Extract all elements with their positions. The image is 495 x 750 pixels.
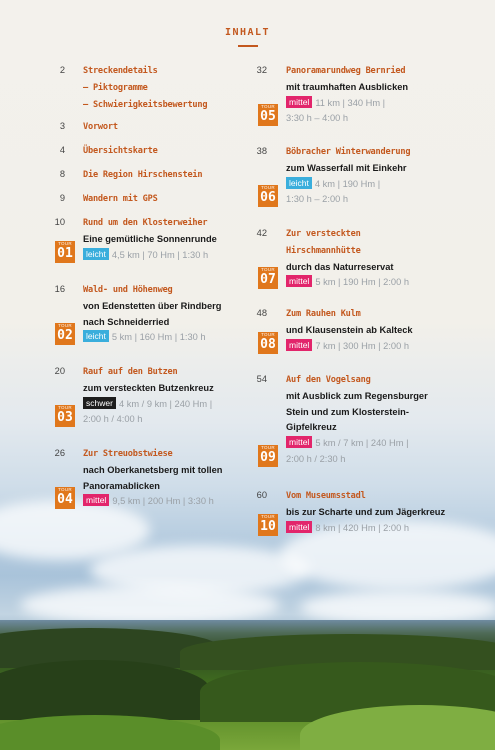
- entry-heading: Zum Rauhen Kulm: [286, 309, 361, 319]
- toc-tour-entry[interactable]: [286, 144, 410, 208]
- entry-line: [83, 191, 158, 208]
- entry-line: [286, 226, 409, 243]
- tour-number: 03: [57, 410, 73, 425]
- entry-line: [286, 243, 409, 260]
- tour-stats: 1:30 h – 2:00 h: [286, 194, 349, 205]
- tour-label: TOUR: [58, 323, 72, 328]
- page-number: 48: [256, 308, 267, 318]
- toc-entry[interactable]: [83, 63, 207, 113]
- title-underline: [238, 45, 258, 47]
- tour-number: 04: [57, 492, 73, 507]
- toc-tour-entry[interactable]: [286, 63, 408, 127]
- tour-number-badge: [258, 514, 278, 536]
- landscape-photo: [0, 620, 495, 750]
- tour-number-badge: [258, 445, 278, 467]
- tour-label: TOUR: [261, 514, 275, 519]
- tour-label: TOUR: [261, 185, 275, 190]
- toc-tour-entry[interactable]: [286, 372, 428, 468]
- entry-line: [286, 436, 428, 452]
- entry-line: [83, 299, 221, 315]
- entry-line: [83, 494, 223, 510]
- tour-number-badge: [258, 267, 278, 289]
- entry-heading: Rauf auf den Butzen: [83, 367, 178, 377]
- difficulty-badge: leicht: [83, 248, 109, 260]
- entry-line: [286, 420, 428, 436]
- tour-stats: 4 km | 190 Hm |: [314, 178, 381, 189]
- entry-line: [286, 63, 408, 80]
- entry-line: [286, 144, 410, 161]
- toc-tour-entry[interactable]: [83, 282, 221, 346]
- page-number: 10: [54, 217, 65, 227]
- entry-line: [83, 215, 217, 232]
- entry-line: [83, 381, 214, 397]
- entry-heading: Zur Streuobstwiese: [83, 449, 173, 459]
- tour-number: 02: [57, 328, 73, 343]
- toc-entry[interactable]: [83, 143, 158, 160]
- entry-heading: Zur versteckten: [286, 229, 361, 239]
- entry-line: [286, 192, 410, 208]
- difficulty-badge: leicht: [83, 330, 109, 342]
- difficulty-badge: mittel: [286, 436, 312, 448]
- tour-stats: 2:00 h / 4:00 h: [83, 414, 143, 425]
- page-number: 9: [59, 193, 65, 203]
- tour-number-badge: [55, 323, 75, 345]
- entry-heading: Wandern mit GPS: [83, 194, 158, 204]
- entry-line: [286, 161, 410, 177]
- entry-line: [286, 339, 413, 355]
- tour-label: TOUR: [261, 267, 275, 272]
- entry-line: [83, 63, 207, 80]
- entry-subtitle: und Klausenstein ab Kalteck: [286, 324, 413, 335]
- tour-stats: 5 km | 160 Hm | 1:30 h: [111, 332, 206, 343]
- tour-stats: 5 km | 190 Hm | 2:00 h: [315, 277, 410, 288]
- entry-line: [286, 405, 428, 421]
- entry-line: [83, 282, 221, 299]
- entry-line: [286, 80, 408, 96]
- entry-line: [286, 452, 428, 468]
- tour-stats: 9,5 km | 200 Hm | 3:30 h: [112, 496, 214, 507]
- entry-line: [286, 521, 445, 537]
- toc-tour-entry[interactable]: [286, 226, 409, 291]
- difficulty-badge: mittel: [286, 339, 312, 351]
- tour-stats: 8 km | 420 Hm | 2:00 h: [315, 522, 410, 533]
- entry-line: [83, 397, 214, 413]
- entry-heading: Übersichtskarte: [83, 146, 158, 156]
- tour-number: 10: [260, 519, 276, 534]
- page-number: 8: [59, 169, 65, 179]
- tour-number: 05: [260, 109, 276, 124]
- page-number: 26: [54, 448, 65, 458]
- toc-entry[interactable]: [83, 191, 158, 208]
- entry-line: [286, 177, 410, 193]
- entry-line: [286, 275, 409, 291]
- entry-heading: Hirschmannhütte: [286, 245, 361, 256]
- entry-line: [286, 96, 408, 112]
- entry-heading: Böbracher Winterwanderung: [286, 147, 411, 157]
- toc-tour-entry[interactable]: [83, 364, 214, 428]
- entry-heading: Vorwort: [83, 122, 118, 132]
- entry-line: [83, 97, 207, 114]
- tour-number-badge: [258, 104, 278, 126]
- entry-line: [286, 389, 428, 405]
- entry-heading: Panoramarundweg Bernried: [286, 66, 406, 76]
- tour-number-badge: [55, 487, 75, 509]
- toc-entry[interactable]: [83, 167, 202, 184]
- entry-heading: Auf den Vogelsang: [286, 375, 371, 385]
- entry-heading: – Schwierigkeitsbewertung: [83, 99, 208, 110]
- page-number: 38: [256, 146, 267, 156]
- entry-line: [286, 323, 413, 339]
- difficulty-badge: mittel: [286, 521, 312, 533]
- tour-stats: 4,5 km | 70 Hm | 1:30 h: [111, 249, 209, 260]
- entry-line: [286, 488, 445, 505]
- entry-heading: Die Region Hirschenstein: [83, 170, 203, 180]
- entry-subtitle: durch das Naturreservat: [286, 261, 394, 272]
- entry-subtitle: Gipfelkreuz: [286, 422, 337, 433]
- difficulty-badge: mittel: [83, 494, 109, 506]
- page-number: 20: [54, 366, 65, 376]
- tour-label: TOUR: [261, 104, 275, 109]
- toc-tour-entry[interactable]: [286, 488, 445, 536]
- entry-subtitle: nach Schneiderried: [83, 316, 170, 327]
- page-title: INHALT: [224, 27, 271, 38]
- tour-stats: 5 km / 7 km | 240 Hm |: [315, 438, 409, 449]
- entry-heading: – Piktogramme: [83, 82, 148, 93]
- tour-number: 08: [260, 337, 276, 352]
- page-number: 42: [256, 228, 267, 238]
- tour-stats: 4 km / 9 km | 240 Hm |: [118, 398, 213, 409]
- page-number: 16: [54, 284, 65, 294]
- entry-line: [286, 260, 409, 276]
- entry-line: [83, 479, 223, 495]
- entry-line: [83, 248, 217, 264]
- tour-stats: 3:30 h – 4:00 h: [286, 113, 349, 124]
- page-number: 3: [59, 121, 65, 131]
- entry-heading: Rund um den Klosterweiher: [83, 218, 208, 228]
- entry-heading: Wald- und Höhenweg: [83, 285, 173, 295]
- tour-stats: 7 km | 300 Hm | 2:00 h: [315, 340, 410, 351]
- tour-number: 01: [57, 246, 73, 261]
- entry-subtitle: zum Wasserfall mit Einkehr: [286, 162, 407, 173]
- tour-stats: 2:00 h / 2:30 h: [286, 453, 346, 464]
- entry-subtitle: von Edenstetten über Rindberg: [83, 300, 222, 311]
- tour-label: TOUR: [261, 445, 275, 450]
- toc-entry[interactable]: [83, 119, 118, 136]
- page-number: 2: [59, 65, 65, 75]
- entry-line: [83, 315, 221, 331]
- entry-line: [286, 111, 408, 127]
- entry-line: [286, 306, 413, 323]
- tour-label: TOUR: [58, 487, 72, 492]
- entry-heading: Streckendetails: [83, 66, 158, 76]
- entry-subtitle: nach Oberkanetsberg mit tollen: [83, 464, 223, 475]
- entry-subtitle: Stein und zum Klosterstein-: [286, 406, 409, 417]
- tour-label: TOUR: [58, 405, 72, 410]
- entry-line: [83, 364, 214, 381]
- tour-label: TOUR: [58, 241, 72, 246]
- entry-line: [83, 119, 118, 136]
- entry-line: [286, 372, 428, 389]
- toc-tour-entry[interactable]: [83, 446, 223, 510]
- entry-subtitle: mit traumhaften Ausblicken: [286, 81, 409, 92]
- page-number: 4: [59, 145, 65, 155]
- entry-line: [83, 330, 221, 346]
- entry-subtitle: mit Ausblick zum Regensburger: [286, 390, 428, 401]
- tour-number: 07: [260, 272, 276, 287]
- entry-heading: Vom Museumsstadl: [286, 491, 366, 501]
- toc-tour-entry[interactable]: [286, 306, 413, 354]
- entry-subtitle: Eine gemütliche Sonnenrunde: [83, 233, 217, 244]
- entry-line: [83, 167, 202, 184]
- entry-line: [83, 143, 158, 160]
- toc-tour-entry[interactable]: [83, 215, 217, 263]
- entry-subtitle: Panoramablicken: [83, 480, 160, 491]
- entry-line: [83, 412, 214, 428]
- tour-stats: 11 km | 340 Hm |: [315, 97, 386, 108]
- tour-number-badge: [258, 185, 278, 207]
- difficulty-badge: mittel: [286, 96, 312, 108]
- difficulty-badge: leicht: [286, 177, 312, 189]
- page-number: 54: [256, 374, 267, 384]
- entry-subtitle: bis zur Scharte und zum Jägerkreuz: [286, 506, 446, 517]
- tour-number-badge: [55, 405, 75, 427]
- entry-line: [83, 80, 207, 97]
- difficulty-badge: schwer: [83, 397, 116, 409]
- page-number: 32: [256, 65, 267, 75]
- tour-number: 09: [260, 450, 276, 465]
- entry-line: [286, 505, 445, 521]
- entry-line: [83, 446, 223, 463]
- difficulty-badge: mittel: [286, 275, 312, 287]
- page-number: 60: [256, 490, 267, 500]
- tour-label: TOUR: [261, 332, 275, 337]
- entry-line: [83, 463, 223, 479]
- tour-number-badge: [258, 332, 278, 354]
- entry-line: [83, 232, 217, 248]
- entry-subtitle: zum versteckten Butzenkreuz: [83, 382, 214, 393]
- tour-number-badge: [55, 241, 75, 263]
- tour-number: 06: [260, 190, 276, 205]
